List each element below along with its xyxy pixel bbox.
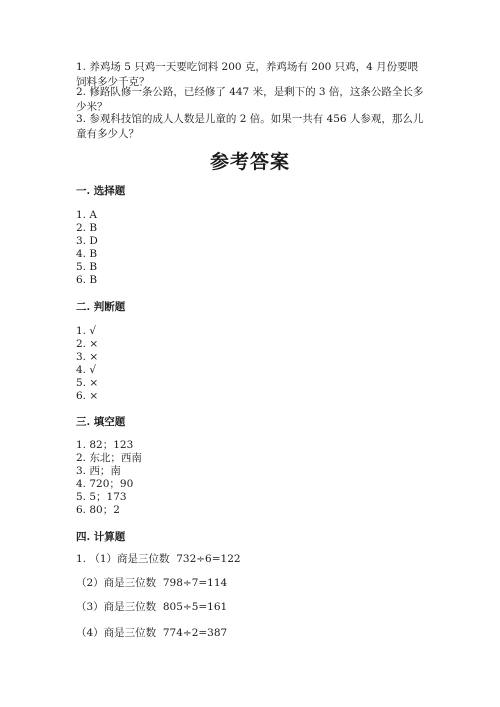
- section-title-fill-blank: 三. 填空题: [76, 416, 126, 428]
- answer-item: 1. A: [76, 209, 97, 221]
- answer-item: 3. D: [76, 235, 98, 247]
- answer-item: 6. 80；2: [76, 504, 120, 516]
- answer-item: 5. 5；173: [76, 491, 127, 503]
- section-title-calculation: 四. 计算题: [76, 531, 126, 543]
- answer-item: 3. 西；南: [76, 465, 121, 477]
- answer-item: 2. B: [76, 222, 98, 234]
- answer-item: 1. （1）商是三位数 732÷6=122: [76, 553, 241, 565]
- answer-item: 6. ×: [76, 390, 99, 402]
- answer-item: 6. B: [76, 274, 98, 286]
- answer-item: 1. 82；123: [76, 439, 134, 451]
- answer-item: 4. √: [76, 364, 97, 376]
- answer-item: 2. ×: [76, 338, 99, 350]
- answer-item: 4. B: [76, 248, 98, 260]
- word-problem-1: 1. 养鸡场 5 只鸡一天要吃饲料 200 克，养鸡场有 200 只鸡，4 月份要喂饲料多少千克？: [76, 61, 419, 88]
- answer-item: 4. 720；90: [76, 478, 134, 490]
- answer-item: （2）商是三位数 798÷7=114: [76, 577, 228, 589]
- section-title-judgement: 二. 判断题: [76, 301, 126, 313]
- word-problem-3: 3. 参观科技馆的成人人数是儿童的 2 倍。如果一共有 456 人参观，那么儿童有多少人？: [76, 113, 424, 140]
- answer-item: 2. 东北；西南: [76, 452, 142, 464]
- answer-item: 5. ×: [76, 377, 99, 389]
- answer-item: 1. √: [76, 325, 97, 337]
- section-title-choice: 一. 选择题: [76, 185, 126, 197]
- answer-item: （3）商是三位数 805÷5=161: [76, 601, 228, 613]
- word-problem-2: 2. 修路队修一条公路，已经修了 447 米，是剩下的 3 倍，这条公路全长多少米？: [76, 86, 424, 113]
- answer-item: （4）商是三位数 774÷2=387: [76, 627, 228, 639]
- answer-key-title: 参考答案: [209, 151, 290, 173]
- answer-item: 3. ×: [76, 351, 99, 363]
- answer-item: 5. B: [76, 261, 98, 273]
